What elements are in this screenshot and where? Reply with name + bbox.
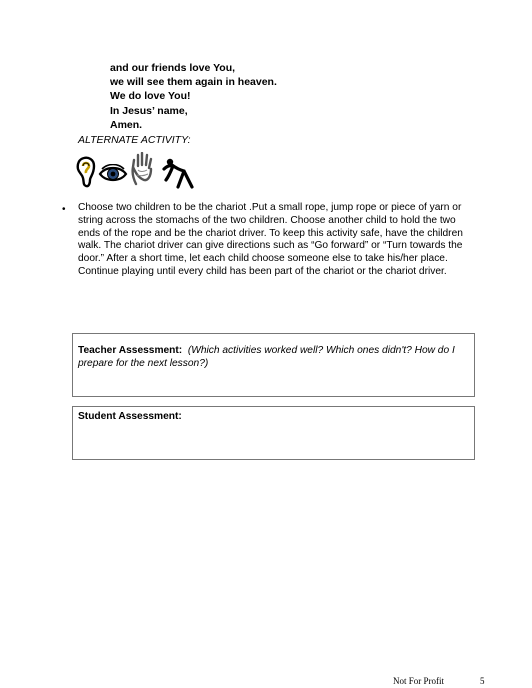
eye-icon [98,164,128,184]
ear-icon [76,156,98,188]
stretching-figure-icon [162,156,198,190]
teacher-assessment-box[interactable] [72,333,475,397]
senses-icons [76,152,206,192]
prayer-line: We do love You! [110,90,191,103]
prayer-line: In Jesus’ name, [110,104,188,117]
prayer-line: Amen. [110,118,143,131]
activity-description: Choose two children to be the chariot .Put a small rope, jump rope or piece of yarn or string across the stomachs of the two children. Choose another child to hold the two ends of the rope and be the chariot driver. To keep this activity safe, have the children walk. The chariot driver can give directions such as “Go forward” or “Turn towards the door.” After a short time, let each child choose someone else to take his/her place. Continue playing until every child has been part of the chariot or the chariot driver. [78,202,463,277]
prayer-line: and our friends love You, [110,62,236,74]
footer-text: Not For Profit [393,676,445,686]
bullet-marker: • [62,204,66,215]
student-assessment-label: Student Assessment: [78,411,182,422]
teacher-assessment-label: Teacher Assessment: [78,345,183,356]
student-assessment-box[interactable] [72,406,475,460]
page-number: 5 [480,676,485,686]
alternate-activity-heading: ALTERNATE ACTIVITY: [78,134,191,146]
teacher-assessment-prompt: (Which activities worked well? Which ones didn't? How do I prepare for the next lesson?) [78,345,455,369]
hand-icon [130,152,156,186]
closing-prayer [110,61,277,132]
prayer-line: we will see them again in heaven. [110,76,277,89]
